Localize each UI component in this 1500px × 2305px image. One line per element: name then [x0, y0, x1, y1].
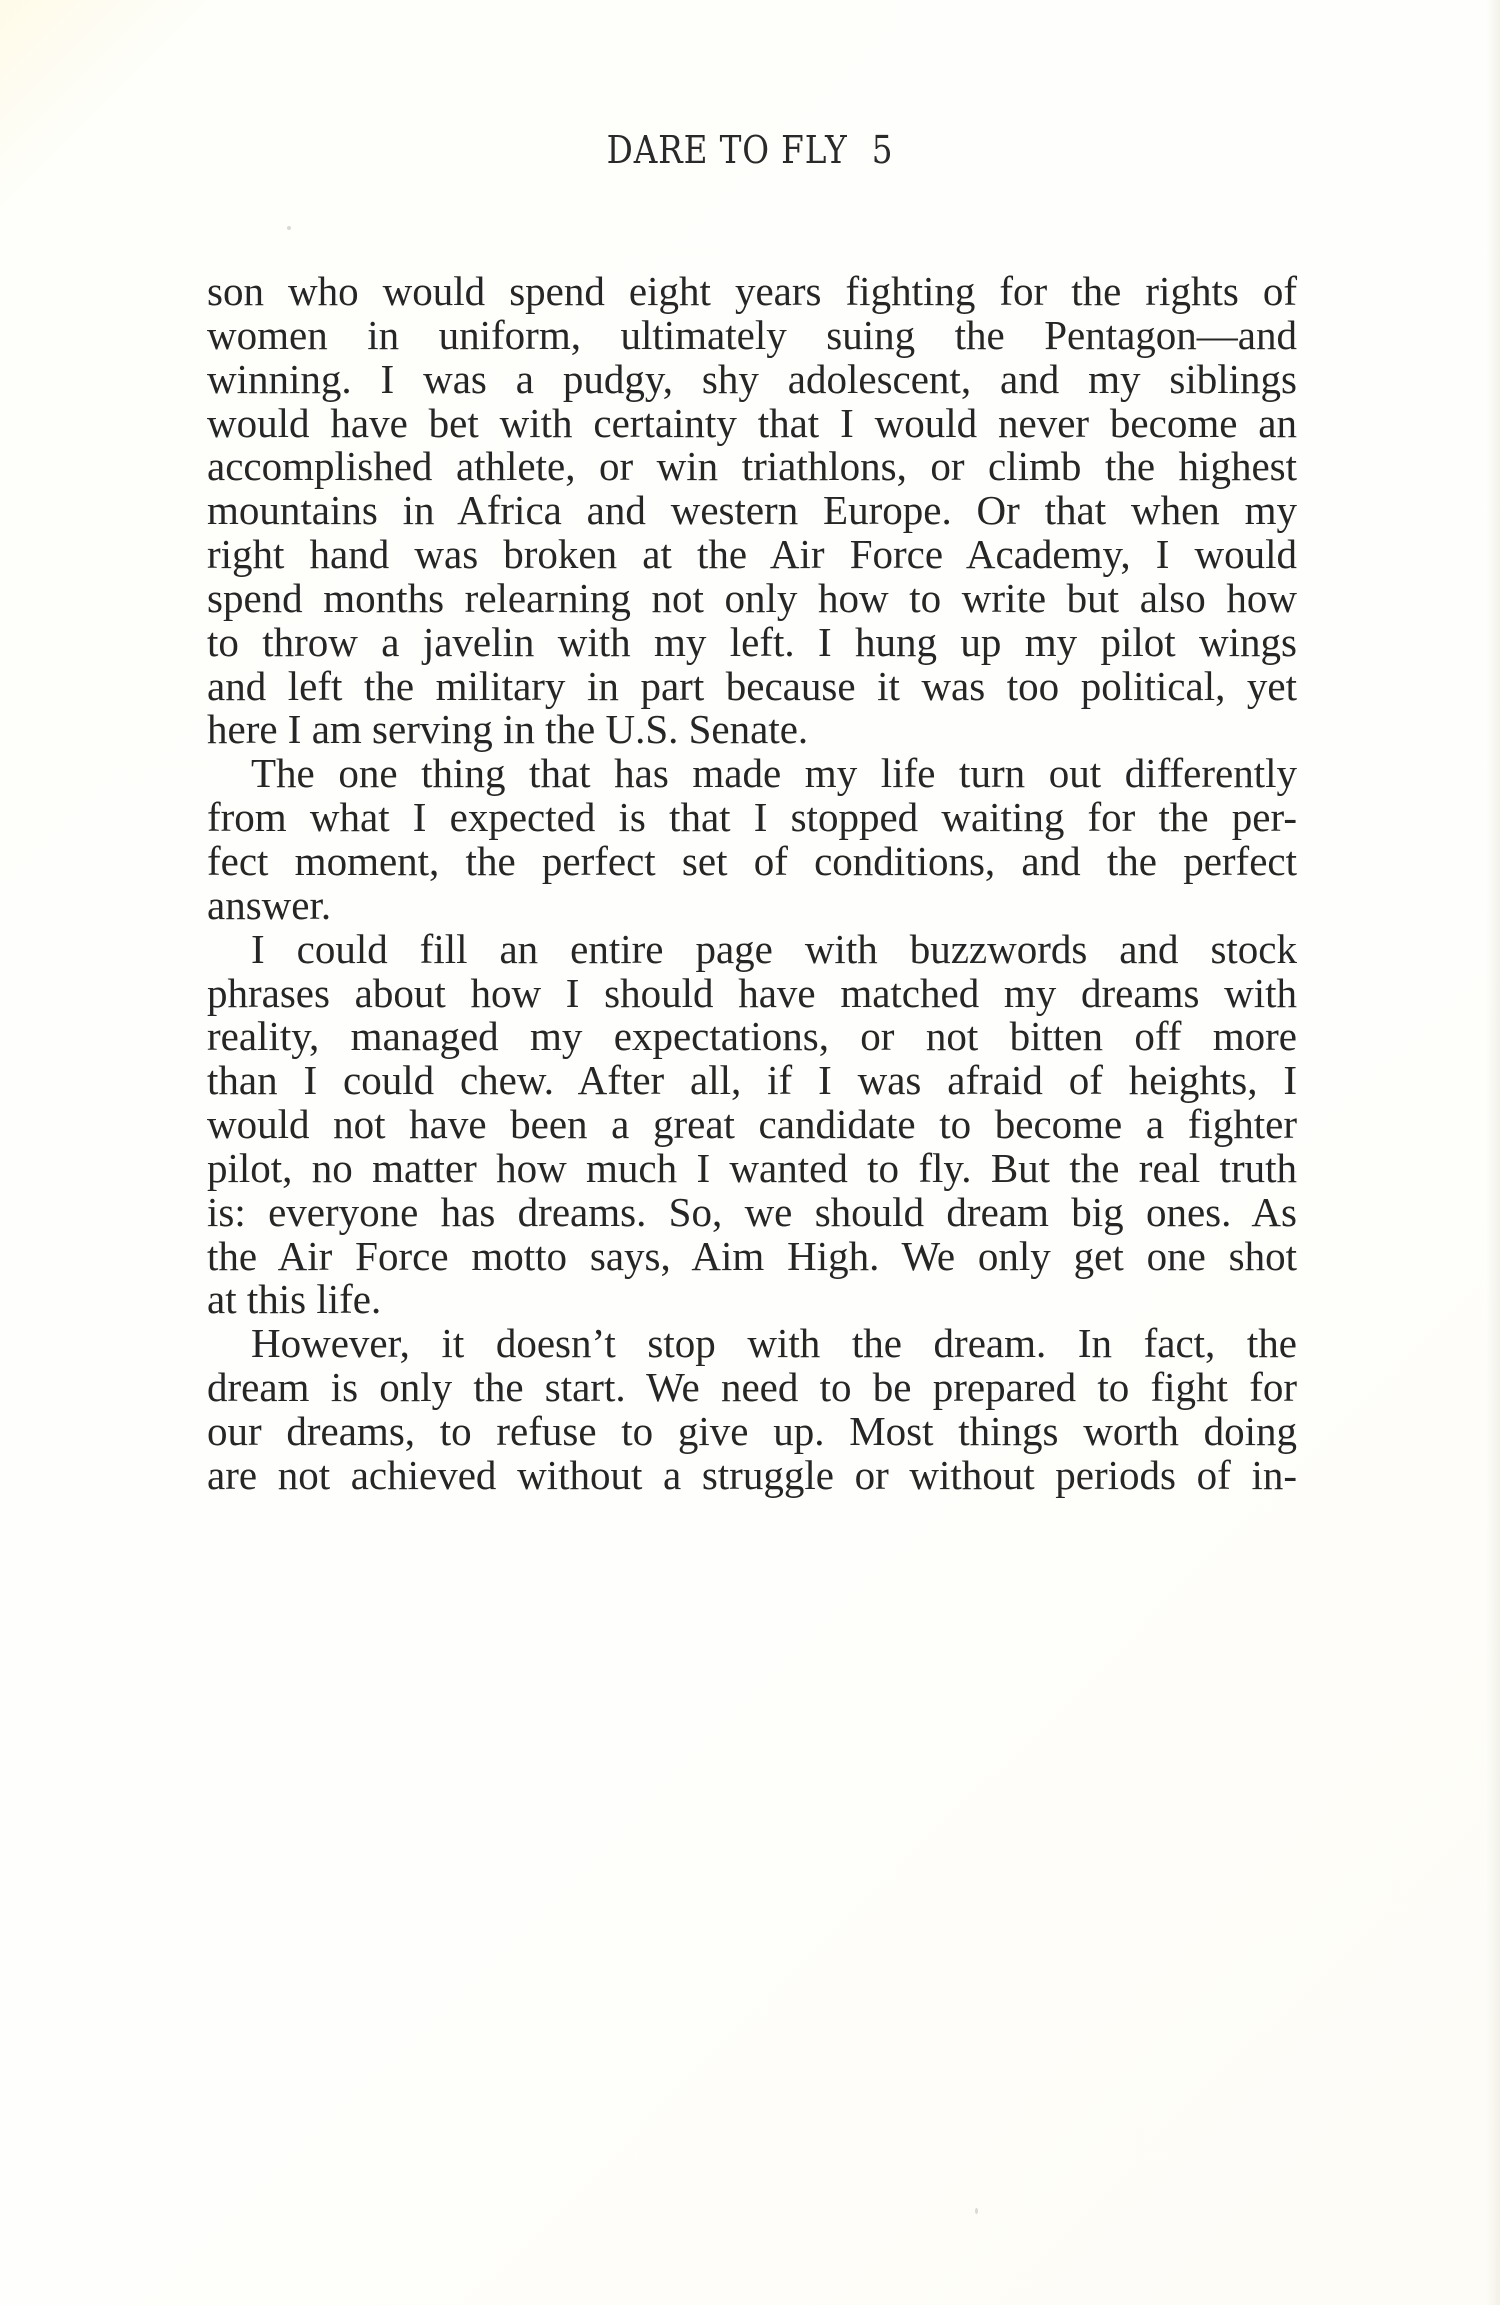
- text-line: However, it doesn’t stop with the dream. In fact, the: [251, 1320, 1297, 1367]
- running-head-title: DARE TO FLY: [606, 128, 848, 172]
- text-line: son who would spend eight years fighting for the rights of: [207, 268, 1297, 314]
- text-line: accomplished athlete, or win triathlons, or climb the highest: [207, 443, 1297, 490]
- body-text: [207, 270, 1297, 1498]
- text-line: would have bet with certainty that I would never become an: [207, 399, 1297, 446]
- text-line: fect moment, the perfect set of conditions, and the perfect: [207, 837, 1297, 884]
- text-line: from what I expected is that I stopped waiting for the per-: [207, 794, 1297, 841]
- text-line: and left the military in part because it was too political, yet: [207, 662, 1297, 709]
- text-line: our dreams, to refuse to give up. Most things worth doing: [207, 1407, 1297, 1454]
- text-line: than I could chew. After all, if I was afraid of heights, I: [207, 1057, 1297, 1104]
- scan-speck: [287, 226, 291, 230]
- text-line: to throw a javelin with my left. I hung up my pilot wings: [207, 618, 1297, 665]
- text-line: right hand was broken at the Air Force Academy, I would: [207, 531, 1297, 578]
- paragraph: [207, 752, 1297, 927]
- text-line: would not have been a great candidate to become a fighter: [207, 1101, 1297, 1148]
- text-line: is: everyone has dreams. So, we should dream big ones. As: [207, 1188, 1297, 1235]
- running-head: [105, 128, 1395, 172]
- text-line: The one thing that has made my life turn out differently: [251, 750, 1297, 797]
- paragraph: [207, 1322, 1297, 1497]
- text-line: women in uniform, ultimately suing the Pentagon—and: [207, 311, 1297, 358]
- text-line: phrases about how I should have matched my dreams with: [207, 969, 1297, 1016]
- text-line: at this life.: [207, 1276, 382, 1323]
- text-line: dream is only the start. We need to be prepared to fight for: [207, 1364, 1297, 1411]
- text-line: spend months relearning not only how to write but also how: [207, 574, 1297, 621]
- page-number: 5: [871, 128, 894, 172]
- paragraph: [207, 925, 1297, 1323]
- text-line: I could fill an entire page with buzzwords and stock: [251, 925, 1297, 972]
- text-line: here I am serving in the U.S. Senate.: [207, 706, 809, 753]
- text-line: pilot, no matter how much I wanted to fly. But the real truth: [207, 1144, 1297, 1191]
- text-line: mountains in Africa and western Europe. Or that when my: [207, 487, 1297, 534]
- page-edge-shadow: [1486, 0, 1500, 2305]
- text-line: answer.: [207, 881, 332, 928]
- paragraph: [207, 270, 1297, 752]
- text-line: are not achieved without a struggle or without periods of in-: [207, 1451, 1297, 1498]
- scan-speck: [975, 2208, 978, 2214]
- text-line: reality, managed my expectations, or not bitten off more: [207, 1013, 1297, 1060]
- text-line: the Air Force motto says, Aim High. We only get one shot: [207, 1232, 1297, 1279]
- text-line: winning. I was a pudgy, shy adolescent, and my siblings: [207, 355, 1297, 402]
